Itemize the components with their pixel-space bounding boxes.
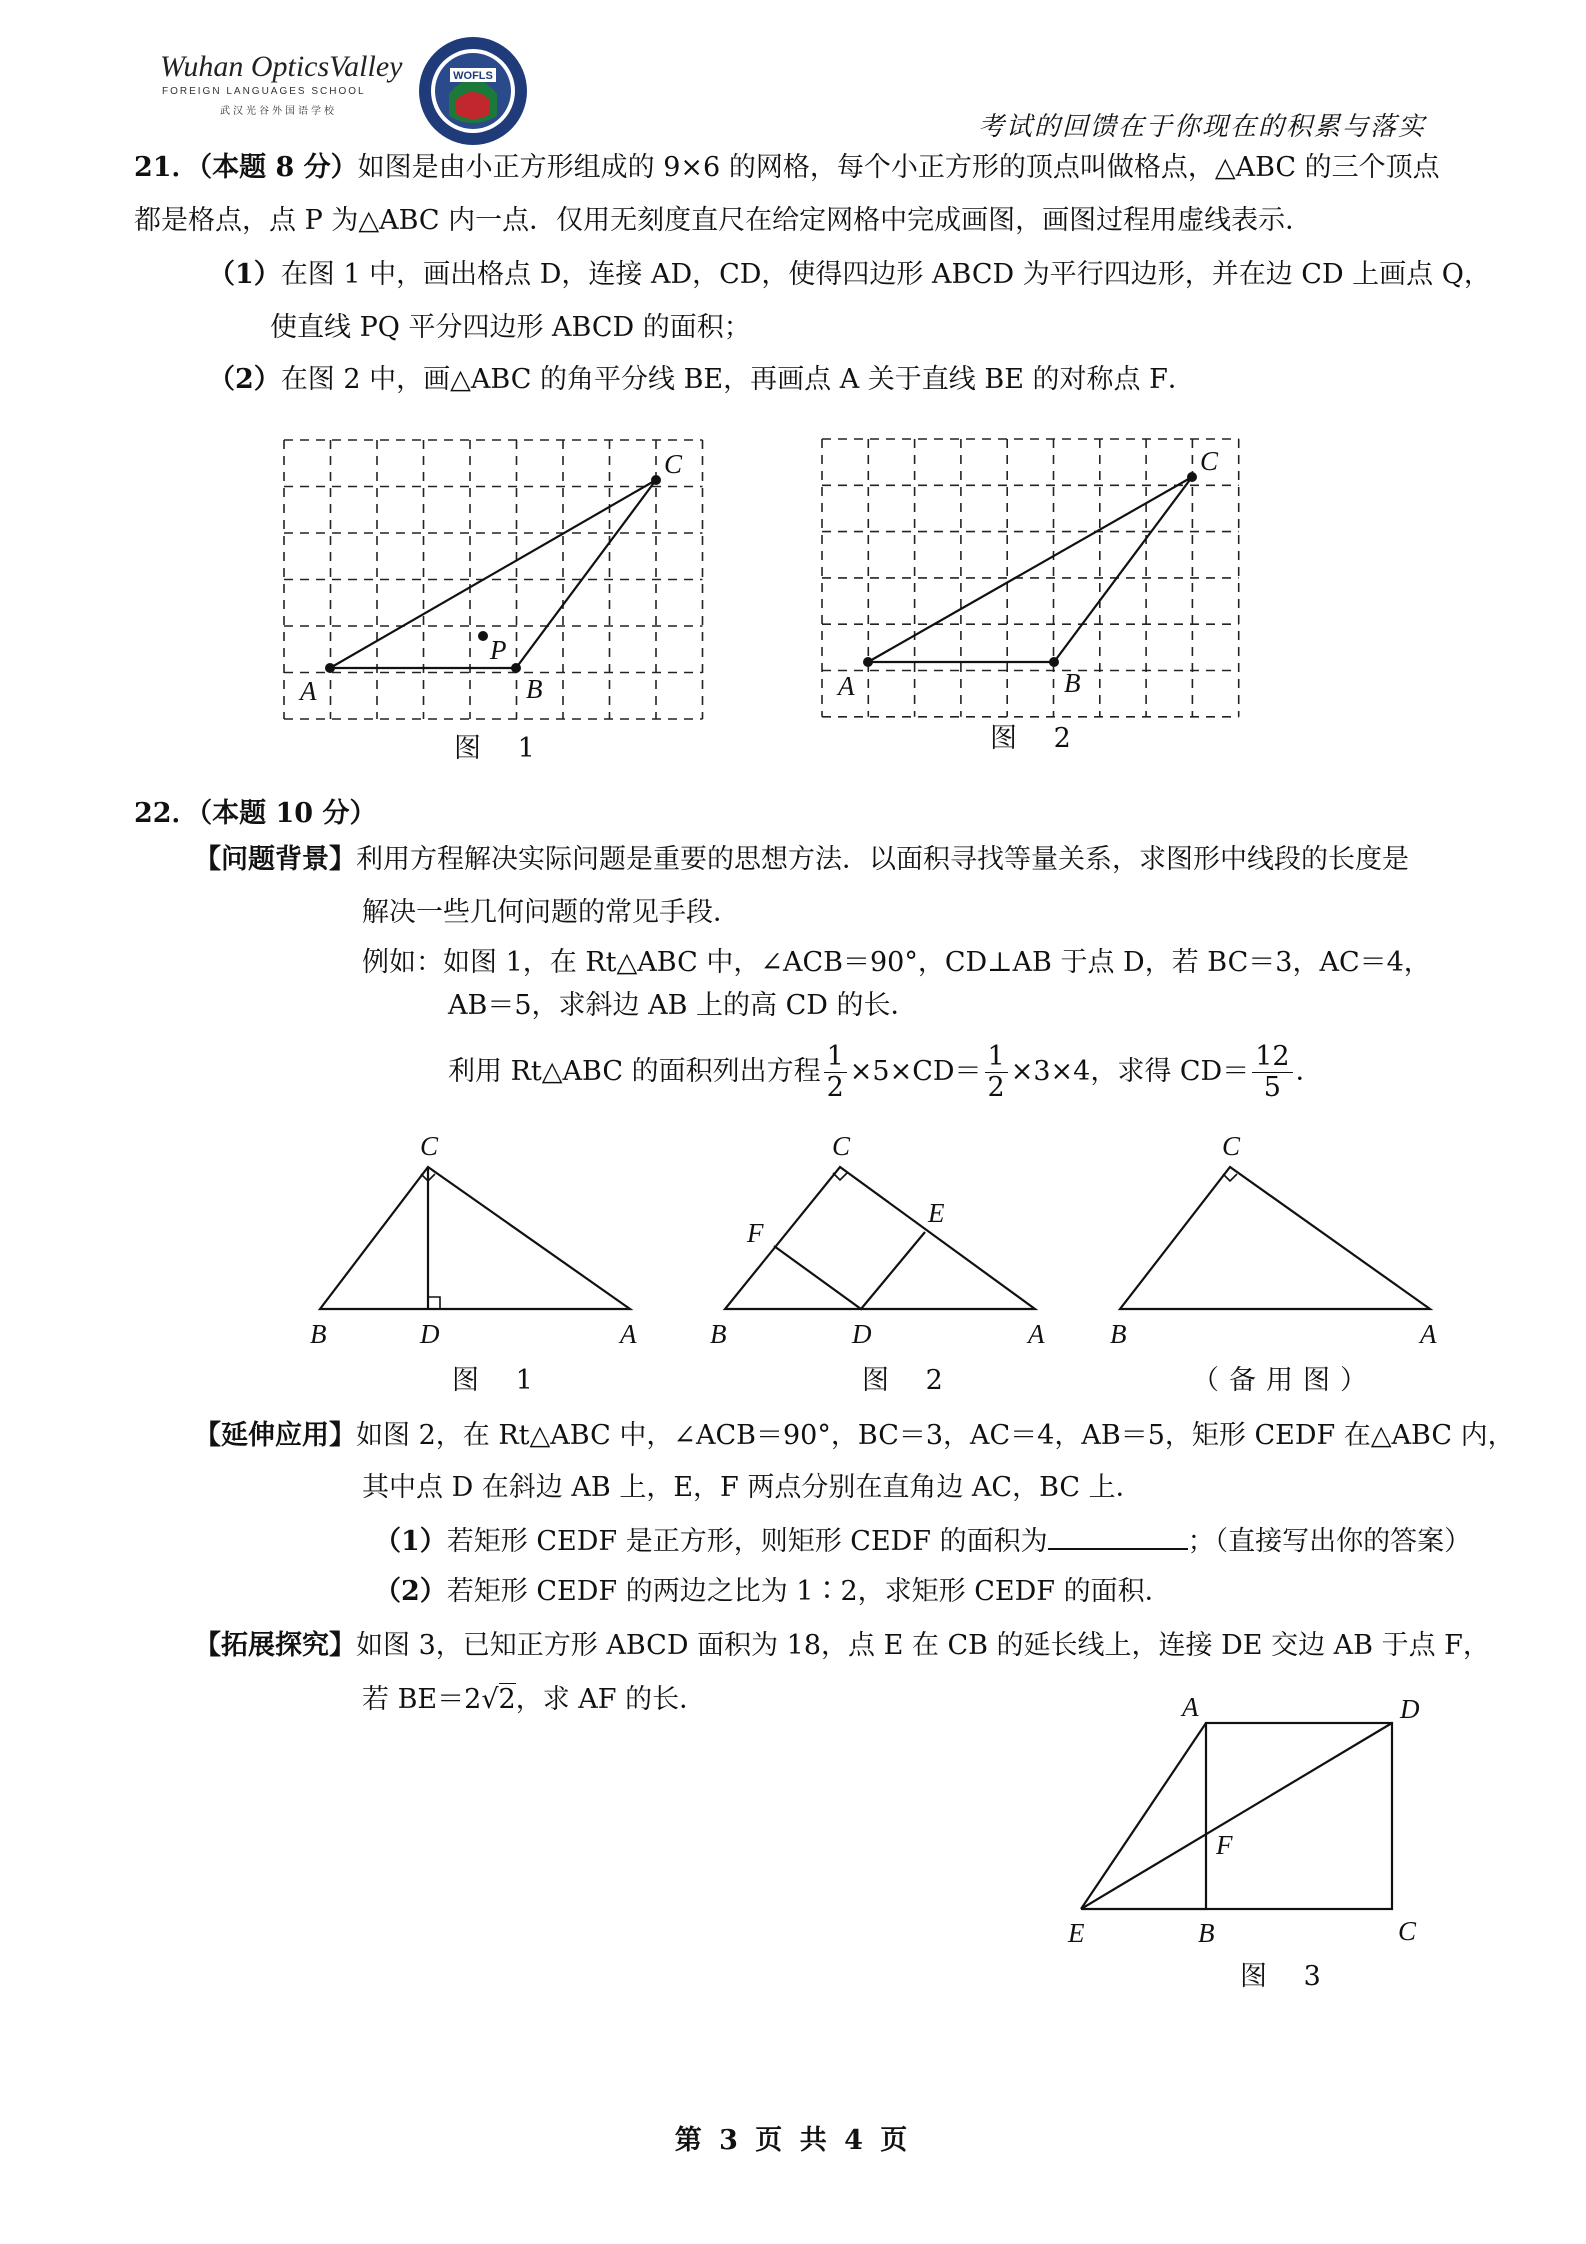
label-e: E <box>928 1198 945 1228</box>
q22-bg-text-2: 解决一些几何问题的常见手段． <box>362 897 740 928</box>
label-c: C <box>832 1131 851 1161</box>
rectangle-cedf <box>774 1232 925 1309</box>
q22-sub1 <box>374 1522 1471 1560</box>
q21-figure-1 <box>270 425 720 725</box>
q22-heading <box>134 796 376 832</box>
q22-example-3: 利用 Rt△ABC 的面积列出方程 $\frac{1}{2}$ ×5×CD＝ $\frac{1}{2}$ ×3×4，求得 CD＝ $\frac{12}{5}$ ． <box>448 1041 1323 1103</box>
q22-bg-tag: 【问题背景】 <box>194 844 356 875</box>
right-angle-c <box>1223 1174 1237 1181</box>
point-c <box>1187 472 1197 482</box>
school-name: Wuhan OpticsValley <box>160 50 403 83</box>
point-a <box>863 657 873 667</box>
q21-part1-tag: （1） <box>208 259 281 290</box>
q22-figure-1 <box>300 1125 660 1355</box>
q22-sub2-text: 若矩形 CEDF 的两边之比为 1∶2，求矩形 CEDF 的面积． <box>446 1576 1172 1607</box>
triangle-abc <box>320 1167 630 1309</box>
q22-expl-line2 <box>362 1682 706 1718</box>
label-b: B <box>710 1319 727 1349</box>
fraction-twelve-fifths: $\frac{12}{5}$ <box>1252 1042 1292 1103</box>
q21-line1 <box>134 150 1440 186</box>
q22-score: （本题 10 分） <box>198 798 377 829</box>
label-a: A <box>1028 1319 1045 1349</box>
label-b: B <box>1110 1319 1127 1349</box>
label-a: A <box>838 671 855 701</box>
label-a: A <box>1182 1692 1199 1722</box>
q22-ext-text-2: 其中点 D 在斜边 AB 上，E，F 两点分别在直角边 AC，BC 上． <box>362 1472 1143 1503</box>
answer-blank[interactable] <box>1048 1522 1188 1550</box>
q22-ex3-mid2: ×3×4，求得 CD＝ <box>1010 1056 1250 1087</box>
q21-stem-2: 都是格点，点 P 为△ABC 内一点．仅用无刻度直尺在给定网格中完成画图，画图过程用虚线表示． <box>134 205 1313 236</box>
emblem-text: WOFLS <box>453 70 493 82</box>
point-b <box>1049 657 1059 667</box>
page-footer: 第 3 页 共 4 页 <box>674 2125 912 2156</box>
q22-expl2-radicand: 2 <box>498 1684 516 1715</box>
label-c: C <box>420 1131 439 1161</box>
sqrt-symbol: √ <box>481 1684 499 1715</box>
point-p <box>478 631 488 641</box>
label-b: B <box>1198 1918 1215 1948</box>
q21-fig2-caption: 图 2 <box>990 723 1085 754</box>
q22-fig3-caption: 图 3 <box>1240 1961 1335 1992</box>
right-angle-d <box>428 1297 440 1309</box>
q22-figure-3 <box>1060 1690 1440 1960</box>
q22-ext-text-1: 如图 2，在 Rt△ABC 中，∠ACB＝90°，BC＝3，AC＝4，AB＝5，矩形 CEDF 在△ABC 内， <box>356 1420 1515 1451</box>
q22-bg-text-1: 利用方程解决实际问题是重要的思想方法．以面积寻找等量关系，求图形中线段的长度是 <box>356 844 1409 875</box>
label-p: P <box>490 635 507 665</box>
label-c: C <box>1398 1916 1417 1946</box>
q22-sub1-tag: （1） <box>374 1526 447 1557</box>
segment-de <box>1081 1723 1392 1909</box>
q22-backup-figure <box>1100 1125 1460 1355</box>
q22-fig1-caption: 图 1 <box>452 1365 547 1396</box>
label-b: B <box>1064 668 1081 698</box>
q22-expl2-pre: 若 BE＝2 <box>362 1684 482 1715</box>
point-a <box>325 663 335 673</box>
label-d: D <box>852 1319 872 1349</box>
q22-number: 22． <box>134 798 199 829</box>
q21-part2-tag: （2） <box>208 364 281 395</box>
point-b <box>511 663 521 673</box>
label-e: E <box>1068 1918 1085 1948</box>
q22-expl-line1 <box>194 1628 1490 1664</box>
q22-expl-tag: 【拓展探究】 <box>194 1630 356 1661</box>
right-angle-c <box>833 1173 847 1180</box>
q22-ex3-pre: 利用 Rt△ABC 的面积列出方程 <box>448 1056 821 1087</box>
grid-lines <box>822 439 1239 717</box>
label-d: D <box>1400 1694 1420 1724</box>
q22-ext-line1 <box>194 1418 1515 1454</box>
label-b: B <box>526 674 543 704</box>
point-c <box>651 475 661 485</box>
q22-backup-caption: （备用图） <box>1192 1365 1377 1396</box>
q21-stem-1: 如图是由小正方形组成的 9×6 的网格，每个小正方形的顶点叫做格点，△ABC 的三个顶点 <box>357 152 1440 183</box>
q21-number: 21． <box>134 152 199 183</box>
q22-sub1-pre: 若矩形 CEDF 是正方形，则矩形 CEDF 的面积为 <box>446 1526 1048 1557</box>
label-a: A <box>300 676 317 706</box>
q22-ex3-mid1: ×5×CD＝ <box>849 1056 982 1087</box>
q21-part1-line2: 使直线 PQ 平分四边形 ABCD 的面积； <box>270 312 751 343</box>
triangle-abc <box>868 477 1192 662</box>
q22-expl-text-1: 如图 3，已知正方形 ABCD 面积为 18，点 E 在 CB 的延长线上，连接 DE 交边 AB 于点 F， <box>356 1630 1490 1661</box>
q21-part1-text: 在图 1 中，画出格点 D，连接 AD，CD，使得四边形 ABCD 为平行四边形，并在边 CD 上画点 Q， <box>280 259 1491 290</box>
q21-fig1-caption: 图 1 <box>454 733 549 764</box>
triangle-abc <box>1120 1167 1430 1309</box>
q22-sub1-post: ；（直接写出你的答案） <box>1187 1526 1472 1557</box>
label-f: F <box>1216 1830 1233 1860</box>
label-d: D <box>420 1319 440 1349</box>
school-emblem <box>416 34 530 148</box>
school-logo <box>160 50 540 150</box>
q22-example-1: 例如：如图 1，在 Rt△ABC 中，∠ACB＝90°，CD⊥AB 于点 D，若 BC＝3，AC＝4， <box>362 947 1431 978</box>
label-c: C <box>1222 1131 1241 1161</box>
q22-sub2-tag: （2） <box>374 1576 447 1607</box>
label-a: A <box>1420 1319 1437 1349</box>
q22-figure-2 <box>700 1125 1060 1355</box>
segment-ea <box>1081 1723 1206 1909</box>
header-motto: 考试的回馈在于你现在的积累与落实 <box>978 112 1427 142</box>
q21-part2-text: 在图 2 中，画△ABC 的角平分线 BE，再画点 A 关于直线 BE 的对称点 F． <box>280 364 1195 395</box>
fraction-half-1: $\frac{1}{2}$ <box>824 1042 847 1103</box>
label-b: B <box>310 1319 327 1349</box>
q21-part1-line1 <box>208 257 1491 293</box>
q22-fig2-caption: 图 2 <box>862 1365 957 1396</box>
q22-expl2-post: ，求 AF 的长． <box>515 1684 707 1715</box>
q22-bg-line1 <box>194 842 1409 878</box>
q21-score: （本题 8 分） <box>198 152 358 183</box>
school-sub-en: FOREIGN LANGUAGES SCHOOL <box>162 86 366 97</box>
q22-ext-tag: 【延伸应用】 <box>194 1420 356 1451</box>
label-f: F <box>747 1218 764 1248</box>
label-c: C <box>664 449 683 479</box>
square-abcd <box>1206 1723 1392 1909</box>
q21-part2-line <box>208 362 1195 398</box>
label-a: A <box>620 1319 637 1349</box>
q22-sub2 <box>374 1574 1172 1610</box>
q21-figure-2 <box>814 425 1264 725</box>
label-c: C <box>1200 446 1219 476</box>
fraction-half-2: $\frac{1}{2}$ <box>985 1042 1008 1103</box>
grid-lines <box>284 440 703 719</box>
school-sub-cn: 武汉光谷外国语学校 <box>220 106 337 117</box>
q22-example-2: AB＝5，求斜边 AB 上的高 CD 的长． <box>448 990 918 1021</box>
